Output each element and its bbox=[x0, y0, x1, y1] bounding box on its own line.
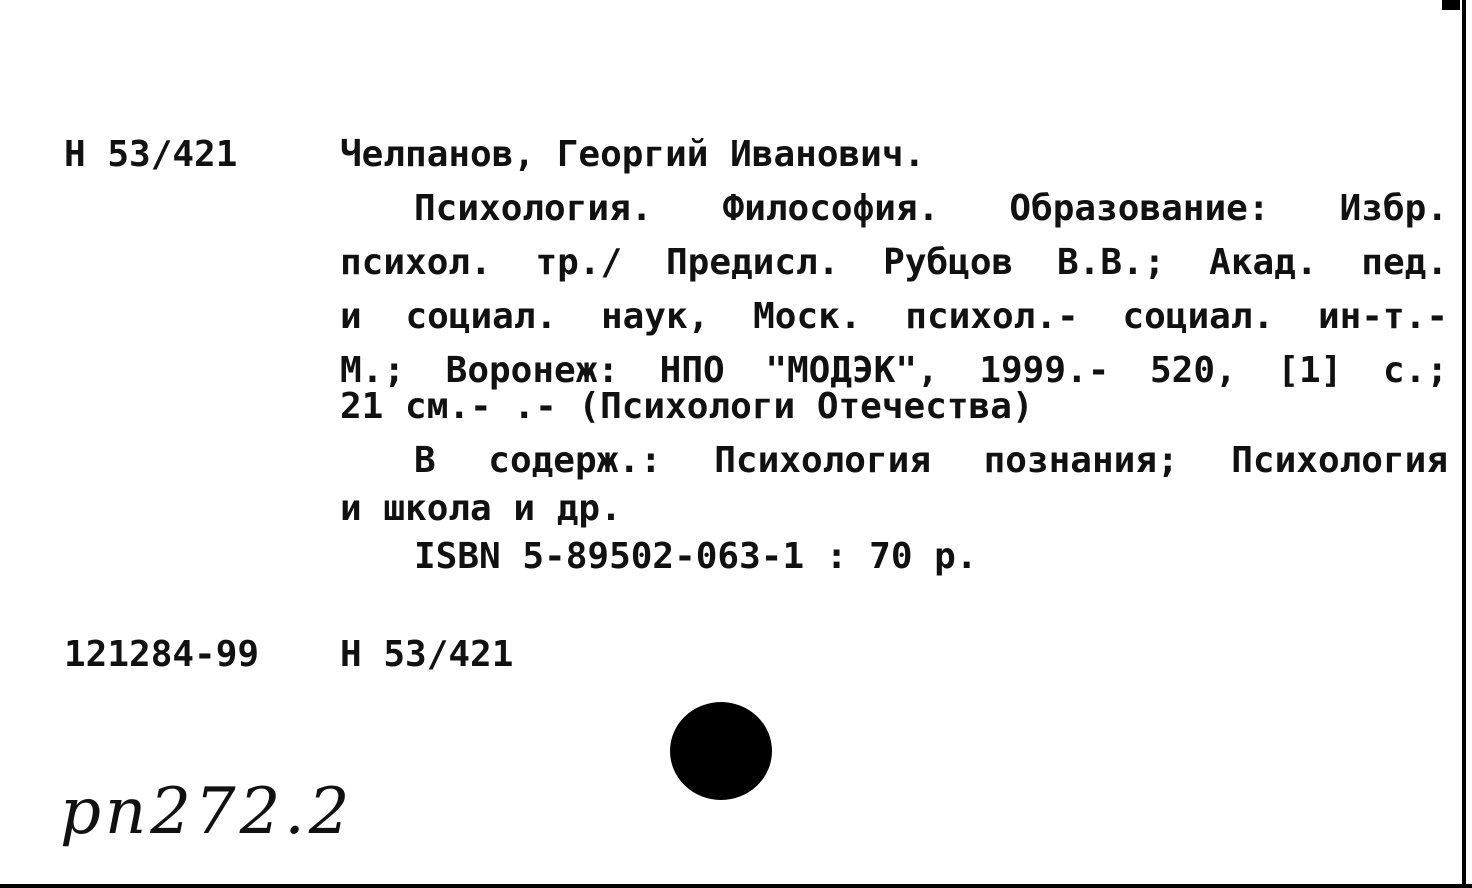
title-line-5: 21 см.- .- (Психологи Отечества) bbox=[340, 386, 1034, 427]
call-number: Н 53/421 bbox=[64, 134, 238, 175]
contents-line-1: В содерж.: Психология познания; Психология bbox=[414, 440, 1448, 481]
card-bottom-edge bbox=[0, 884, 1472, 888]
punch-hole bbox=[670, 702, 772, 800]
shelf-code: Н 53/421 bbox=[340, 634, 514, 675]
handwritten-note: рп272.2 bbox=[60, 775, 354, 849]
title-line-4: М.; Воронеж: НПО "МОДЭК", 1999.- 520, [1] с.; bbox=[340, 350, 1448, 391]
title-line-3: и социал. наук, Моск. психол.- социал. ин-т.- bbox=[340, 296, 1448, 337]
isbn-price: ISBN 5-89502-063-1 : 70 р. bbox=[414, 536, 978, 577]
contents-line-2: и школа и др. bbox=[340, 488, 622, 529]
title-line-1: Психология. Философия. Образование: Избр. bbox=[414, 188, 1448, 229]
record-number: 121284-99 bbox=[64, 634, 260, 675]
title-line-2: психол. тр./ Предисл. Рубцов В.В.; Акад. пед. bbox=[340, 242, 1448, 283]
card-right-edge bbox=[1462, 0, 1466, 888]
author-heading: Челпанов, Георгий Иванович. bbox=[340, 134, 926, 175]
card-corner-mark bbox=[1442, 0, 1460, 10]
